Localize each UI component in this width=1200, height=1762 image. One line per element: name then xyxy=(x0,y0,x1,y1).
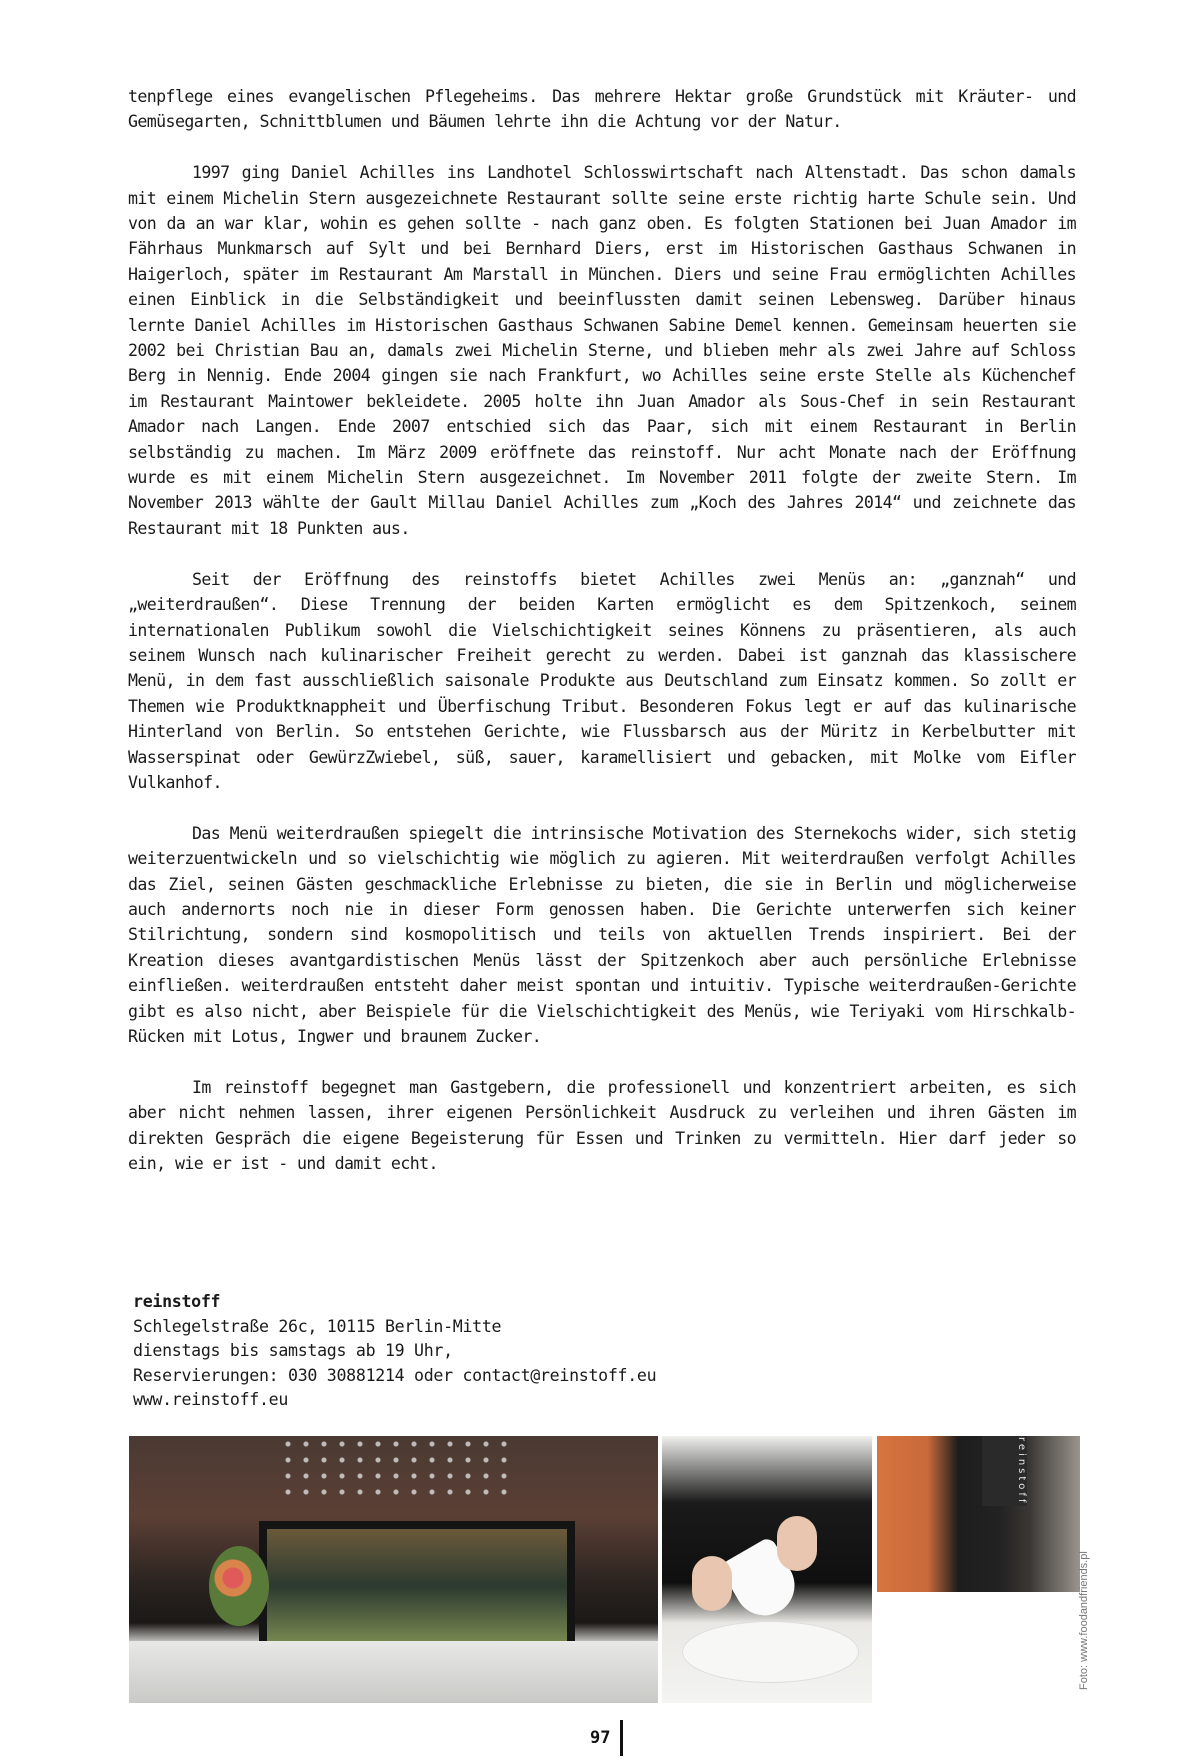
left-hand xyxy=(692,1556,732,1611)
owners-photo xyxy=(877,1436,1080,1592)
restaurant-info xyxy=(133,1290,656,1413)
article-paragraph: Das Menü weiterdraußen spiegelt die intrinsische Motivation des Sternekochs wider, sich stetig weiterzuentwickeln und so vielschichtig wie möglich zu agieren. Mit weiterdraußen verfolgt Achilles das Ziel, seinen Gästen geschmackliche Erlebnisse zu bieten, die sie in Berlin und möglicherweise auch andernorts noch nie in dieser Form genossen haben. Die Gerichte unterwerfen sich keiner Stilrichtung, sondern sind kosmopolitisch und teils von aktuellen Trends inspiriert. Bei der Kreation dieses avantgardistischen Menüs lässt der Spitzenkoch aber auch persönliche Erlebnisse einfließen. weiterdraußen entsteht daher meist spontan und intuitiv. Typische weiterdraußen-Gerichte gibt es also nicht, aber Beispiele für die Vielschichtigkeit des Menüs, wie Teriyaki vom Hirschkalb-Rücken mit Lotus, Ingwer und braunem Zucker. xyxy=(128,823,1076,1046)
article-paragraph: Im reinstoff begegnet man Gastgebern, die professionell und konzentriert arbeiten, es sich aber nicht nehmen lassen, ihrer eigenen Persönlichkeit Ausdruck zu verleihen und ihren Gästen im direkten Gespräch die eigene Begeisterung für Essen und Trinken zu vermitteln. Hier darf jeder so ein, wie er ist - und damit echt. xyxy=(128,1077,1076,1173)
photo-credit: Foto: www.foodandfriends.pl xyxy=(1078,1551,1090,1690)
dining-room-alcove xyxy=(259,1521,575,1652)
article-paragraph: tenpflege eines evangelischen Pflegeheims. Das mehrere Hektar große Grundstück mit Kräuter- und Gemüsegarten, Schnittblumen und Bäumen lehrte ihn die Achtung vor der Natur. xyxy=(128,87,1076,132)
article-paragraph: 1997 ging Daniel Achilles ins Landhotel Schlosswirtschaft nach Altenstadt. Das schon damals mit einem Michelin Stern ausgezeichnete Restaurant sollte seine erste richtig harte Schule sein. Und von da an war klar, wohin es gehen sollte - nach ganz oben. Es folgten Stationen bei Juan Amador im Fährhaus Munkmarsch auf Sylt und bei Bernhard Diers, erst im Historischen Gasthaus Schwanen in Haigerloch, später im Restaurant Am Marstall in München. Diers und seine Frau ermöglichten Achilles einen Einblick in die Selbständigkeit und beeinflussten damit seinen Lebensweg. Darüber hinaus lernte Daniel Achilles im Historischen Gasthaus Schwanen Sabine Demel kennen. Gemeinsam heuerten sie 2002 bei Christian Bau an, damals zwei Michelin Sterne, und blieben mehr als zwei Jahre auf Schloss Berg in Nennig. Ende 2004 gingen sie nach Frankfurt, wo Achilles seine erste Stelle als Küchenchef im Restaurant Maintower bekleidete. 2005 holte ihn Juan Amador als Sous-Chef in sein Restaurant Amador nach Langen. Ende 2007 entschied sich das Paar, sich mit einem Restaurant in Berlin selbständig zu machen. Im März 2009 eröffnete das reinstoff. Nur acht Monate nach der Eröffnung wurde es mit einem Michelin Stern ausgezeichnet. Im November 2011 folgte der zweite Stern. Im November 2013 wählte der Gault Millau Daniel Achilles zum „Koch des Jahres 2014“ und zeichnete das Restaurant mit 18 Punkten aus. xyxy=(128,163,1076,538)
website-link[interactable]: www.reinstoff.eu xyxy=(133,1390,289,1410)
chef-plating-photo xyxy=(662,1436,872,1703)
page-number: 97 xyxy=(590,1728,611,1748)
flower-bouquet xyxy=(209,1546,269,1626)
page-number-bar xyxy=(620,1720,623,1756)
restaurant-address: Schlegelstraße 26c, 10115 Berlin-Mitte xyxy=(133,1316,502,1336)
dining-tables xyxy=(129,1641,658,1703)
reservations: Reservierungen: 030 30881214 oder contact@reinstoff.eu xyxy=(133,1365,657,1385)
opening-hours: dienstags bis samstags ab 19 Uhr, xyxy=(133,1341,453,1361)
article-paragraph: Seit der Eröffnung des reinstoffs bietet Achilles zwei Menüs an: „ganznah“ und „weiterdraußen“. Diese Trennung der beiden Karten ermöglicht es dem Spitzenkoch, seinem internationalen Publikum sowohl die Vielschichtigkeit seines Könnens zu präsentieren, als auch seinem Wunsch nach kulinarischer Freiheit gerecht zu werden. Dabei ist ganznah das klassischere Menü, in dem fast ausschließlich saisonale Produkte aus Deutschland zum Einsatz kommen. So zollt er Themen wie Produktknappheit und Überfischung Tribut. Besonderen Fokus legt er auf das kulinarische Hinterland von Berlin. So entstehen Gerichte, wie Flussbarsch aus der Müritz in Kerbelbutter mit Wasserspinat oder GewürzZwiebel, süß, sauer, karamellisiert und gebacken, mit Molke vom Eifler Vulkanhof. xyxy=(128,569,1076,792)
plate xyxy=(682,1621,859,1683)
reinstoff-sign: reinstoff xyxy=(982,1436,1027,1506)
right-hand xyxy=(777,1516,817,1571)
restaurant-name: reinstoff xyxy=(133,1292,221,1311)
ceiling-lights xyxy=(279,1436,519,1496)
restaurant-interior-photo xyxy=(129,1436,658,1703)
article-body xyxy=(128,84,1076,1202)
